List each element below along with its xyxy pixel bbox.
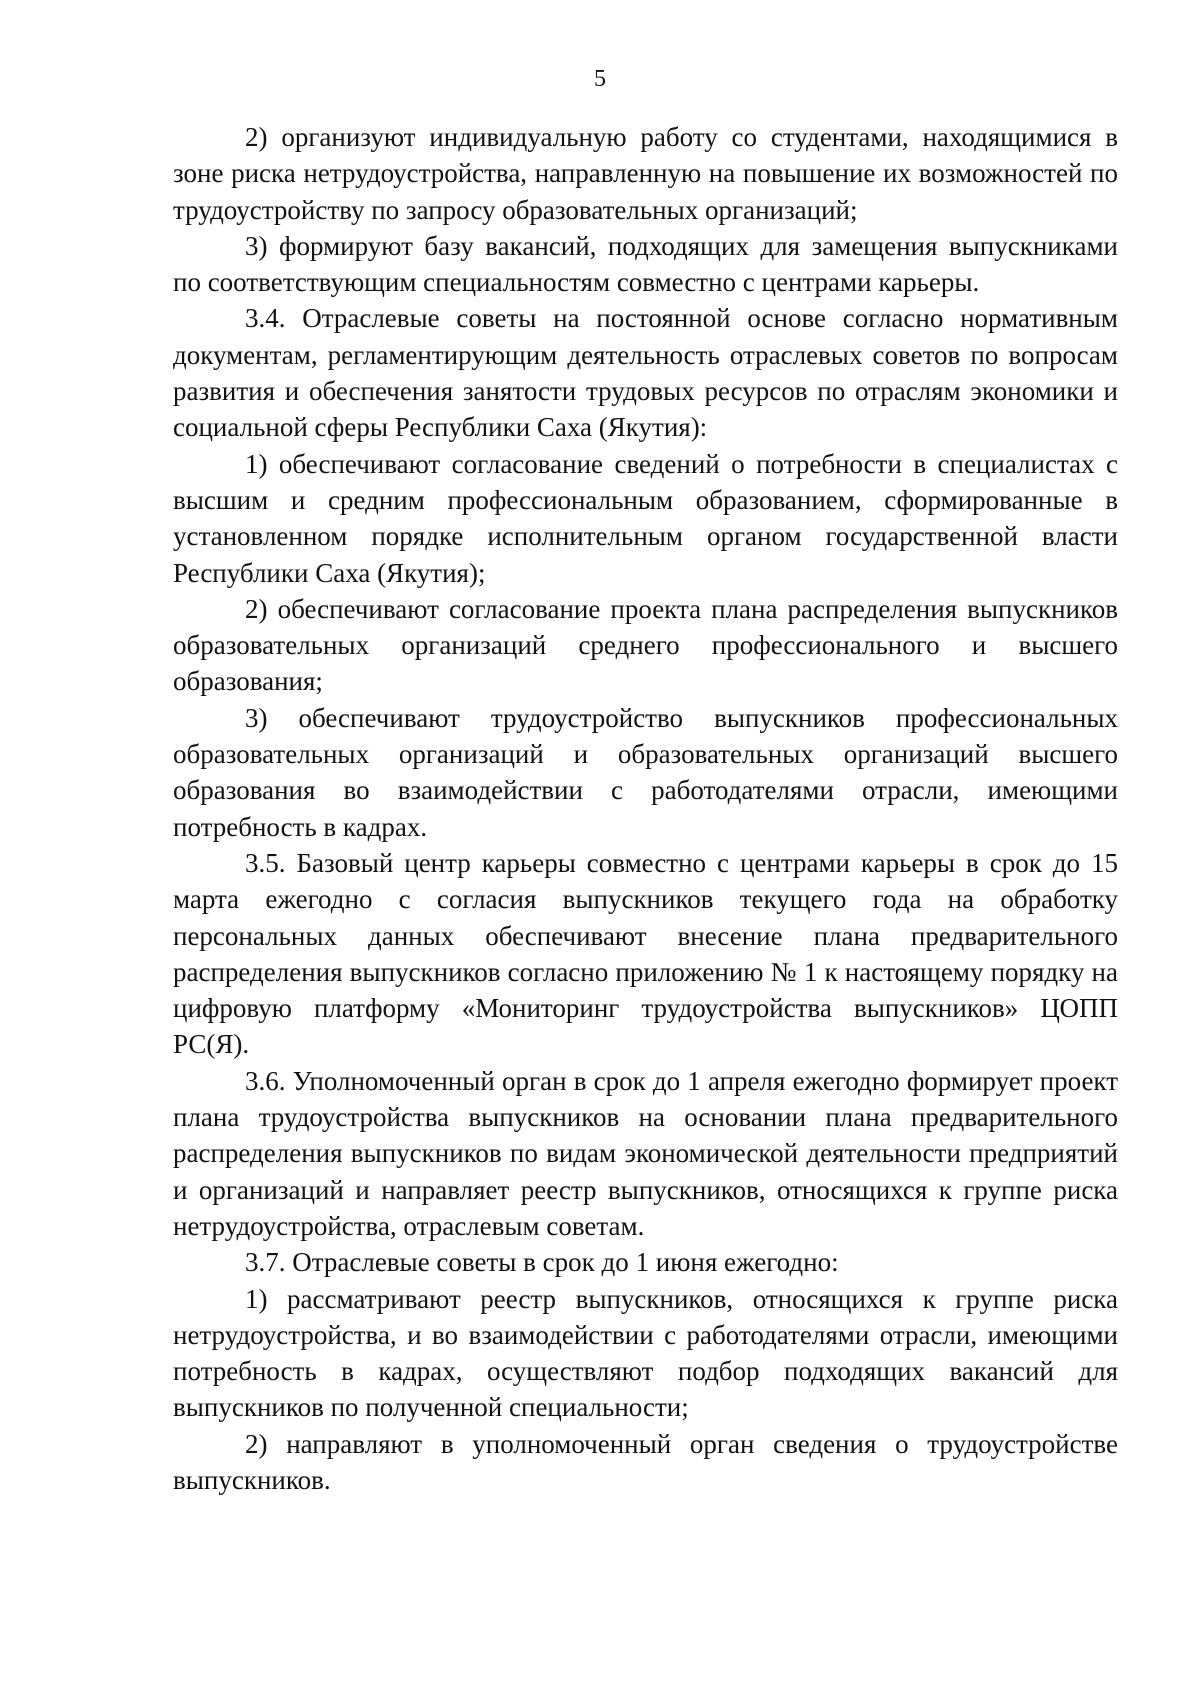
paragraph-3-4-item-1: 1) обеспечивают согласование сведений о потребности в специалистах с высшим и средним профессиональным образованием, сформированные в установленном порядке исполнительным органом государственной власти Республики Саха (Якутия); xyxy=(173,448,1118,588)
document-body xyxy=(173,119,1118,1498)
paragraph-3-7-item-1: 1) рассматривают реестр выпускников, относящихся к группе риска нетрудоустройства, и во взаимодействии с работодателями отрасли, имеющими потребность в кадрах, осуществляют подбор подходящих вакансий для выпускников по полученной специальности; xyxy=(173,1283,1118,1423)
paragraph-3-7: 3.7. Отраслевые советы в срок до 1 июня ежегодно: xyxy=(245,1247,839,1278)
paragraph-3-5: 3.5. Базовый центр карьеры совместно с центрами карьеры в срок до 15 марта ежегодно с согласия выпускников текущего года на обработку персональных данных обеспечивают внесение плана предварительного распределения выпускников согласно приложению № 1 к настоящему порядку на цифровую платформу «Мониторинг трудоустройства выпускников» ЦОПП РС(Я). xyxy=(173,847,1118,1060)
paragraph-3-4-item-2: 2) обеспечивают согласование проекта плана распределения выпускников образовательных организаций среднего профессионального и высшего образования; xyxy=(173,593,1118,697)
paragraph-item-2: 2) организуют индивидуальную работу со студентами, находящимися в зоне риска нетрудоустройства, направленную на повышение их возможностей по трудоустройству по запросу образовательных организаций; xyxy=(173,122,1118,225)
paragraph-3-6: 3.6. Уполномоченный орган в срок до 1 апреля ежегодно формирует проект плана трудоустройства выпускников на основании плана предварительного распределения выпускников по видам экономической деятельности предприятий и организаций и направляет реестр выпускников, относящихся к группе риска нетрудоустройства, отраслевым советам. xyxy=(173,1065,1118,1241)
paragraph-item-3: 3) формируют базу вакансий, подходящих для замещения выпускниками по соответствующим специальностям совместно с центрами карьеры. xyxy=(173,230,1118,298)
paragraph-3-4: 3.4. Отраслевые советы на постоянной основе согласно нормативным документам, регламентирующим деятельность отраслевых советов по вопросам развития и обеспечения занятости трудовых ресурсов по отраслям экономики и социальной сферы Республики Саха (Якутия): xyxy=(173,303,1118,443)
paragraph-3-7-item-2: 2) направляют в уполномоченный орган сведения о трудоустройстве выпускников. xyxy=(173,1428,1118,1495)
paragraph-3-4-item-3: 3) обеспечивают трудоустройство выпускников профессиональных образовательных организаций и образовательных организаций высшего образования во взаимодействии с работодателями отрасли, имеющими потребность в кадрах. xyxy=(173,702,1118,842)
page-number: 5 xyxy=(594,66,606,92)
